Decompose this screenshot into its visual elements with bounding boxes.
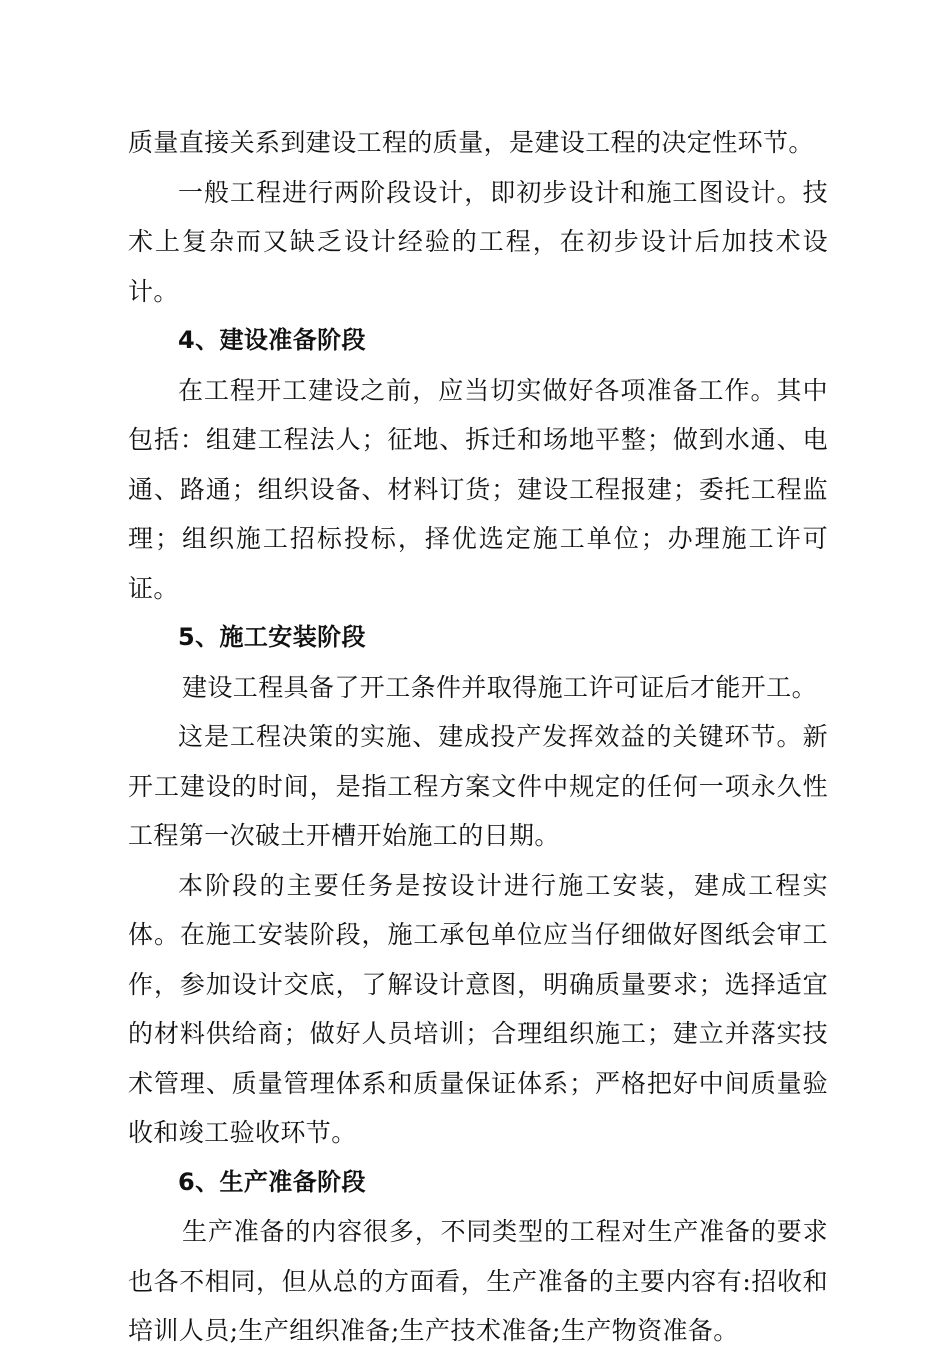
section-heading: 4、建设准备阶段 [178,326,366,354]
section-heading: 5、施工安装阶段 [178,623,366,651]
paragraph: 生产准备的内容很多，不同类型的工程对生产准备的要求也各不相同，但从总的方面看，生产准备的主要内容有:招收和培训人员;生产组织准备;生产技术准备;生产物资准备。 [128,1217,828,1345]
paragraph: 建设工程具备了开工条件并取得施工许可证后才能开工。 [182,672,818,702]
section-heading: 6、生产准备阶段 [178,1167,366,1196]
paragraph: 这是工程决策的实施、建成投产发挥效益的关键环节。新开工建设的时间，是指工程方案文件中规定的任何一项永久性工程第一次破土开槽开始施工的日期。 [128,722,828,850]
paragraph: 一般工程进行两阶段设计，即初步设计和施工图设计。技术上复杂而又缺乏设计经验的工程，在初步设计后加技术设计。 [128,177,828,306]
document-body [128,118,828,1356]
paragraph: 在工程开工建设之前，应当切实做好各项准备工作。其中包括：组建工程法人；征地、拆迁和场地平整；做到水通、电通、路通；组织设备、材料订货；建设工程报建；委托工程监理；组织施工招标投标，择优选定施工单位；办理施工许可证。 [128,375,828,603]
paragraph: 本阶段的主要任务是按设计进行施工安装，建成工程实体。在施工安装阶段，施工承包单位应当仔细做好图纸会审工作，参加设计交底，了解设计意图，明确质量要求；选择适宜的材料供给商；做好人员培训；合理组织施工；建立并落实技术管理、质量管理体系和质量保证体系；严格把好中间质量验收和竣工验收环节。 [128,870,828,1147]
paragraph: 质量直接关系到建设工程的质量，是建设工程的决定性环节。 [128,128,814,157]
